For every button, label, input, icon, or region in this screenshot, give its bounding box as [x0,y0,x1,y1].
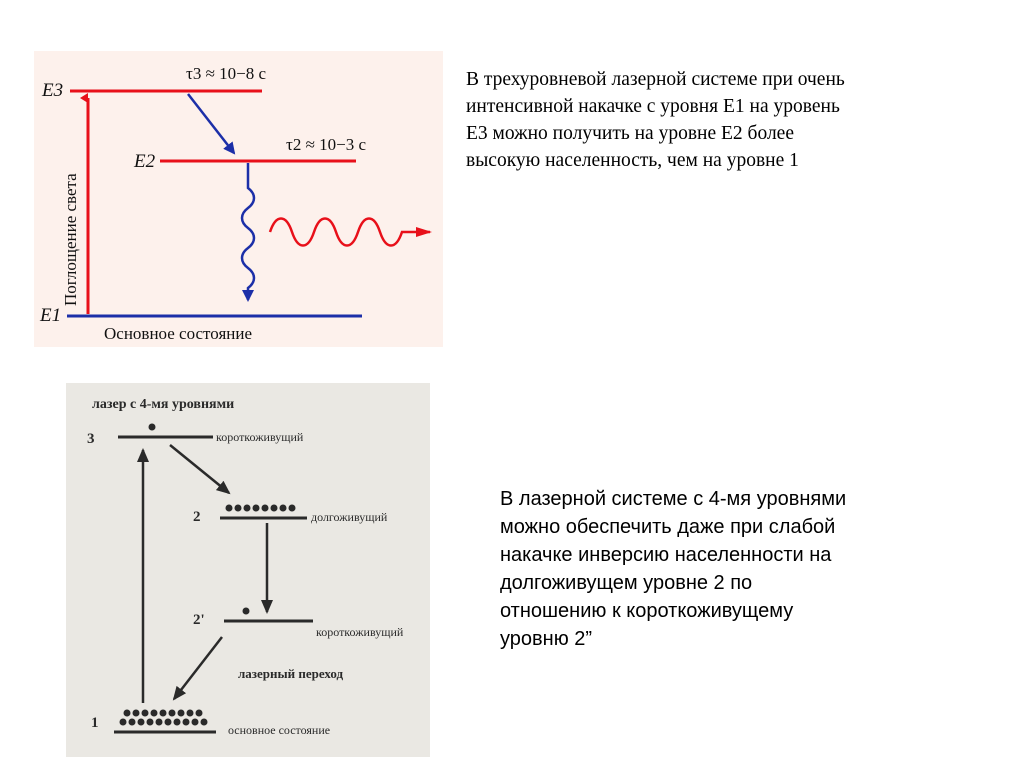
relax-3-2-arrow [170,445,229,493]
level-2-label: 2 [193,509,201,525]
relax-2p-1-arrow [174,637,222,699]
level-2p-desc: короткоживущий [316,625,404,639]
absorption-label: Поглощение света [61,173,80,306]
level-3-desc: короткоживущий [216,430,304,444]
three-level-description: В трехуровневой лазерной системе при очень интенсивной накачке с уровня Е1 на уровень Е3 можно получить на уровне Е2 более высокую населенность, чем на уровне 1 [466,69,845,171]
four-level-title: лазер с 4-мя уровнями [92,397,235,412]
laser-transition-label: лазерный переход [238,666,344,681]
tau2-label: τ2 ≈ 10−3 с [286,135,367,154]
four-level-description: В лазерной системе с 4-мя уровнями можно обеспечить даже при слабой накачке инверсию населенности на долгоживущем уровне 2 по отношению к короткоживущему уровню 2” [500,488,847,650]
level-e2-label: E2 [134,151,156,172]
level-3-particle [149,424,156,431]
level-2-desc: долгоживущий [311,510,388,524]
ground-state-desc: основное состояние [228,723,331,737]
level-1-label: 1 [91,715,99,731]
level-2p-particle [243,608,250,615]
level-2p-label: 2' [193,612,205,628]
level-e1-label: E1 [40,305,62,326]
level-e3-label: E3 [42,80,64,101]
tau3-label: τ3 ≈ 10−8 с [186,64,267,83]
level-2-particles [226,505,296,512]
ground-state-label: Основное состояние [104,324,253,343]
level-3-label: 3 [87,431,95,447]
level-1-particles [120,710,208,726]
